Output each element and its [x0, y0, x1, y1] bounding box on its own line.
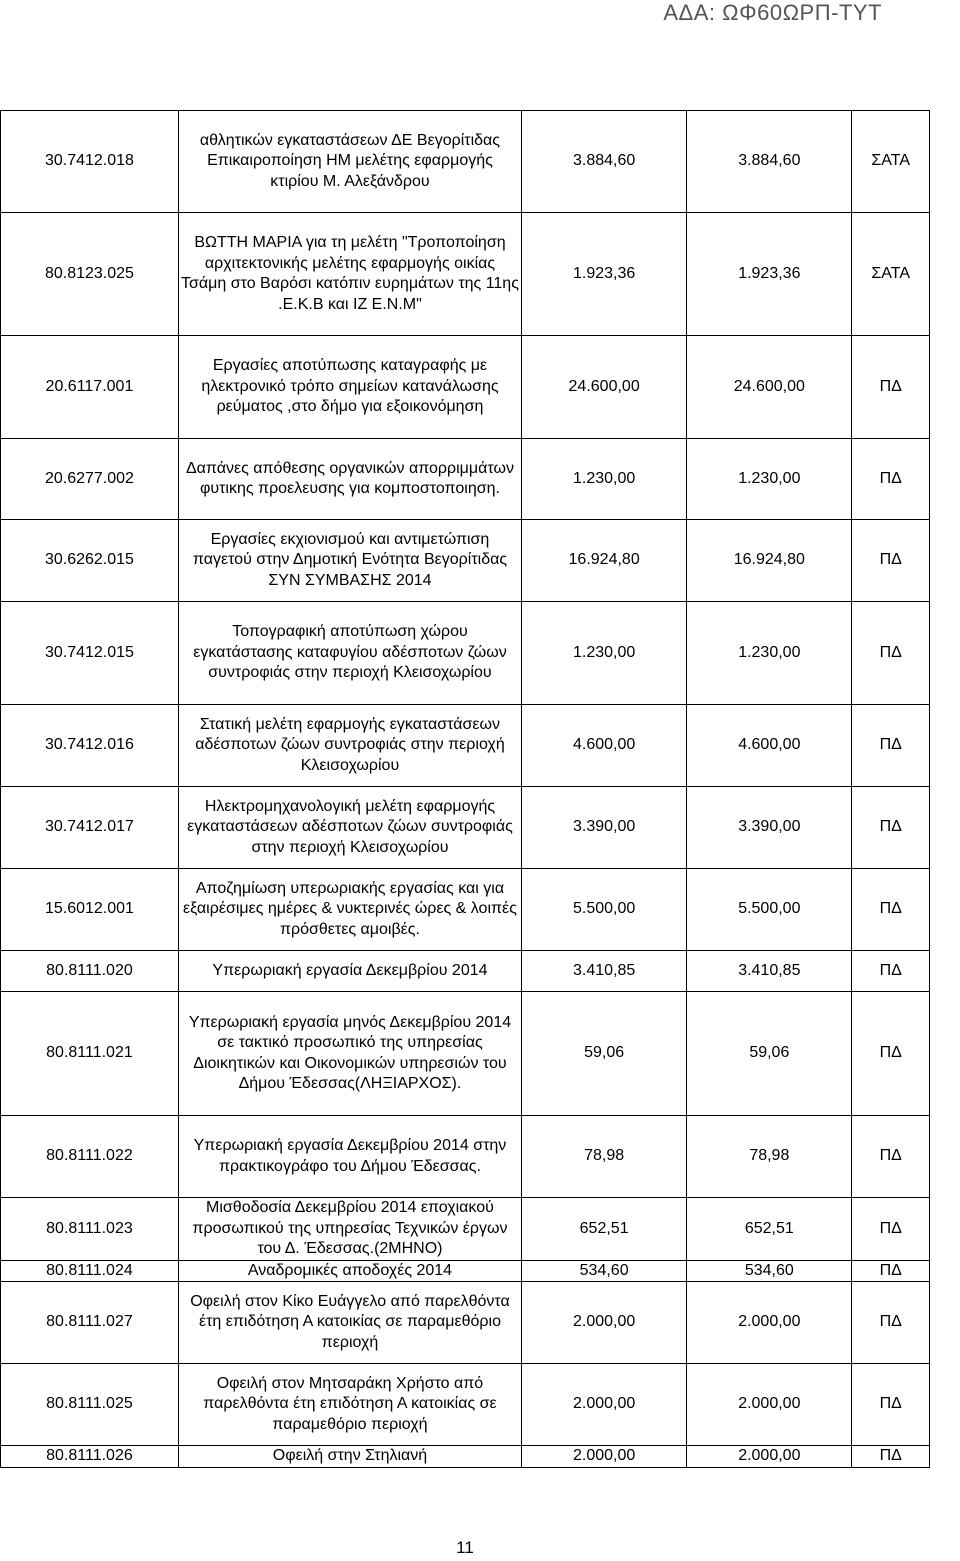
description-cell: Τοπογραφική αποτύπωση χώρου εγκατάστασης καταφυγίου αδέσποτων ζώων συντροφιάς στην περιοχή Κλεισοχωρίου [178, 602, 521, 705]
amount-cell: 2.000,00 [522, 1282, 687, 1364]
approved-amount-cell: 1.230,00 [687, 439, 852, 520]
funding-source-cell: ΠΔ [852, 787, 930, 869]
table-row [1, 1282, 930, 1364]
budget-code-cell: 80.8111.027 [1, 1282, 179, 1364]
budget-code-cell: 15.6012.001 [1, 869, 179, 951]
table-row [1, 951, 930, 992]
amount-cell: 534,60 [522, 1260, 687, 1282]
funding-source-cell: ΠΔ [852, 520, 930, 602]
description-cell: Στατική μελέτη εφαρμογής εγκαταστάσεων αδέσποτων ζώων συντροφιάς στην περιοχή Κλεισοχωρίου [178, 705, 521, 787]
description-cell: Οφειλή στον Κίκο Ευάγγελο από παρελθόντα έτη επιδότηση Α κατοικίας σε παραμεθόριο περιοχή [178, 1282, 521, 1364]
budget-table-body [1, 111, 930, 1468]
amount-cell: 59,06 [522, 992, 687, 1116]
budget-table [0, 110, 930, 1468]
approved-amount-cell: 16.924,80 [687, 520, 852, 602]
funding-source-cell: ΠΔ [852, 705, 930, 787]
description-cell: Υπερωριακή εργασία Δεκεμβρίου 2014 στην πρακτικογράφο του Δήμου Έδεσσας. [178, 1116, 521, 1198]
description-cell: Μισθοδοσία Δεκεμβρίου 2014 εποχιακού προσωπικού της υπηρεσίας Τεχνικών έργων του Δ. Έδεσσας.(2ΜΗΝΟ) [178, 1198, 521, 1261]
description-cell: Αποζημίωση υπερωριακής εργασίας και για εξαιρέσιμες ημέρες & νυκτερινές ώρες & λοιπές πρόσθετες αμοιβές. [178, 869, 521, 951]
budget-code-cell: 80.8111.023 [1, 1198, 179, 1261]
approved-amount-cell: 3.390,00 [687, 787, 852, 869]
amount-cell: 78,98 [522, 1116, 687, 1198]
budget-code-cell: 80.8111.022 [1, 1116, 179, 1198]
amount-cell: 1.230,00 [522, 602, 687, 705]
budget-code-cell: 20.6277.002 [1, 439, 179, 520]
funding-source-cell: ΠΔ [852, 992, 930, 1116]
description-cell: Ηλεκτρομηχανολογική μελέτη εφαρμογής εγκαταστάσεων αδέσποτων ζώων συντροφιάς στην περιοχή Κλεισοχωρίου [178, 787, 521, 869]
funding-source-cell: ΠΔ [852, 1198, 930, 1261]
funding-source-cell: ΠΔ [852, 869, 930, 951]
funding-source-cell: ΣΑΤΑ [852, 213, 930, 336]
funding-source-cell: ΠΔ [852, 602, 930, 705]
funding-source-cell: ΠΔ [852, 1260, 930, 1282]
table-row [1, 336, 930, 439]
budget-code-cell: 80.8123.025 [1, 213, 179, 336]
budget-code-cell: 80.8111.025 [1, 1364, 179, 1446]
funding-source-cell: ΠΔ [852, 1446, 930, 1468]
funding-source-cell: ΠΔ [852, 1282, 930, 1364]
table-row [1, 1116, 930, 1198]
approved-amount-cell: 2.000,00 [687, 1364, 852, 1446]
table-row [1, 213, 930, 336]
table-row [1, 787, 930, 869]
description-cell: Αναδρομικές αποδοχές 2014 [178, 1260, 521, 1282]
amount-cell: 16.924,80 [522, 520, 687, 602]
funding-source-cell: ΠΔ [852, 1116, 930, 1198]
budget-code-cell: 30.7412.017 [1, 787, 179, 869]
approved-amount-cell: 2.000,00 [687, 1282, 852, 1364]
approved-amount-cell: 4.600,00 [687, 705, 852, 787]
approved-amount-cell: 5.500,00 [687, 869, 852, 951]
description-cell: αθλητικών εγκαταστάσεων ΔΕ Βεγορίτιδας Επικαιροποίηση ΗΜ μελέτης εφαρμογής κτιρίου Μ. Αλεξάνδρου [178, 111, 521, 213]
table-row [1, 439, 930, 520]
amount-cell: 1.230,00 [522, 439, 687, 520]
description-cell: Οφειλή στον Μητσαράκη Χρήστο από παρελθόντα έτη επιδότηση Α κατοικίας σε παραμεθόριο περιοχή [178, 1364, 521, 1446]
page-number: 11 [456, 1538, 474, 1557]
table-row [1, 869, 930, 951]
budget-code-cell: 30.6262.015 [1, 520, 179, 602]
budget-code-cell: 30.7412.015 [1, 602, 179, 705]
description-cell: Εργασίες εκχιονισμού και αντιμετώπιση παγετού στην Δημοτική Ενότητα Βεγορίτιδας ΣΥΝ ΣΥΜΒΑΣΗΣ 2014 [178, 520, 521, 602]
amount-cell: 4.600,00 [522, 705, 687, 787]
budget-code-cell: 80.8111.020 [1, 951, 179, 992]
table-row [1, 602, 930, 705]
description-cell: Υπερωριακή εργασία Δεκεμβρίου 2014 [178, 951, 521, 992]
description-cell: Εργασίες αποτύπωσης καταγραφής με ηλεκτρονικό τρόπο σημείων κατανάλωσης ρεύματος ,στο δήμο για εξοικονόμηση [178, 336, 521, 439]
amount-cell: 1.923,36 [522, 213, 687, 336]
table-row [1, 520, 930, 602]
budget-code-cell: 80.8111.024 [1, 1260, 179, 1282]
amount-cell: 2.000,00 [522, 1364, 687, 1446]
amount-cell: 2.000,00 [522, 1446, 687, 1468]
approved-amount-cell: 3.410,85 [687, 951, 852, 992]
amount-cell: 652,51 [522, 1198, 687, 1261]
approved-amount-cell: 1.230,00 [687, 602, 852, 705]
table-row [1, 1198, 930, 1261]
approved-amount-cell: 1.923,36 [687, 213, 852, 336]
approved-amount-cell: 78,98 [687, 1116, 852, 1198]
table-row [1, 705, 930, 787]
amount-cell: 24.600,00 [522, 336, 687, 439]
approved-amount-cell: 534,60 [687, 1260, 852, 1282]
amount-cell: 3.884,60 [522, 111, 687, 213]
amount-cell: 5.500,00 [522, 869, 687, 951]
description-cell: Υπερωριακή εργασία μηνός Δεκεμβρίου 2014 σε τακτικό προσωπικό της υπηρεσίας Διοικητικών και Οικονομικών υπηρεσιών του Δήμου Έδεσσας(ΛΗΞΙΑΡΧΟΣ). [178, 992, 521, 1116]
table-row [1, 1260, 930, 1282]
table-row [1, 992, 930, 1116]
approved-amount-cell: 2.000,00 [687, 1446, 852, 1468]
budget-code-cell: 30.7412.018 [1, 111, 179, 213]
funding-source-cell: ΠΔ [852, 1364, 930, 1446]
amount-cell: 3.390,00 [522, 787, 687, 869]
ada-header: ΑΔΑ: ΩΦ60ΩΡΠ-ΤΥΤ [663, 0, 882, 25]
funding-source-cell: ΠΔ [852, 951, 930, 992]
budget-code-cell: 80.8111.026 [1, 1446, 179, 1468]
description-cell: ΒΩΤΤΗ ΜΑΡΙΑ για τη μελέτη "Τροποποίηση αρχιτεκτονικής μελέτης εφαρμογής οικίας Τσάμη στο Βαρόσι κατόπιν ευρημάτων της 11ης .Ε.Κ.Β και ΙΖ Ε.Ν.Μ" [178, 213, 521, 336]
table-row [1, 1446, 930, 1468]
budget-code-cell: 80.8111.021 [1, 992, 179, 1116]
description-cell: Δαπάνες απόθεσης οργανικών απορριμμάτων φυτικης προελευσης για κομποστοποιηση. [178, 439, 521, 520]
description-cell: Οφειλή στην Στηλιανή [178, 1446, 521, 1468]
table-row [1, 111, 930, 213]
budget-code-cell: 20.6117.001 [1, 336, 179, 439]
funding-source-cell: ΣΑΤΑ [852, 111, 930, 213]
table-row [1, 1364, 930, 1446]
funding-source-cell: ΠΔ [852, 439, 930, 520]
approved-amount-cell: 652,51 [687, 1198, 852, 1261]
approved-amount-cell: 59,06 [687, 992, 852, 1116]
approved-amount-cell: 24.600,00 [687, 336, 852, 439]
budget-code-cell: 30.7412.016 [1, 705, 179, 787]
funding-source-cell: ΠΔ [852, 336, 930, 439]
approved-amount-cell: 3.884,60 [687, 111, 852, 213]
amount-cell: 3.410,85 [522, 951, 687, 992]
